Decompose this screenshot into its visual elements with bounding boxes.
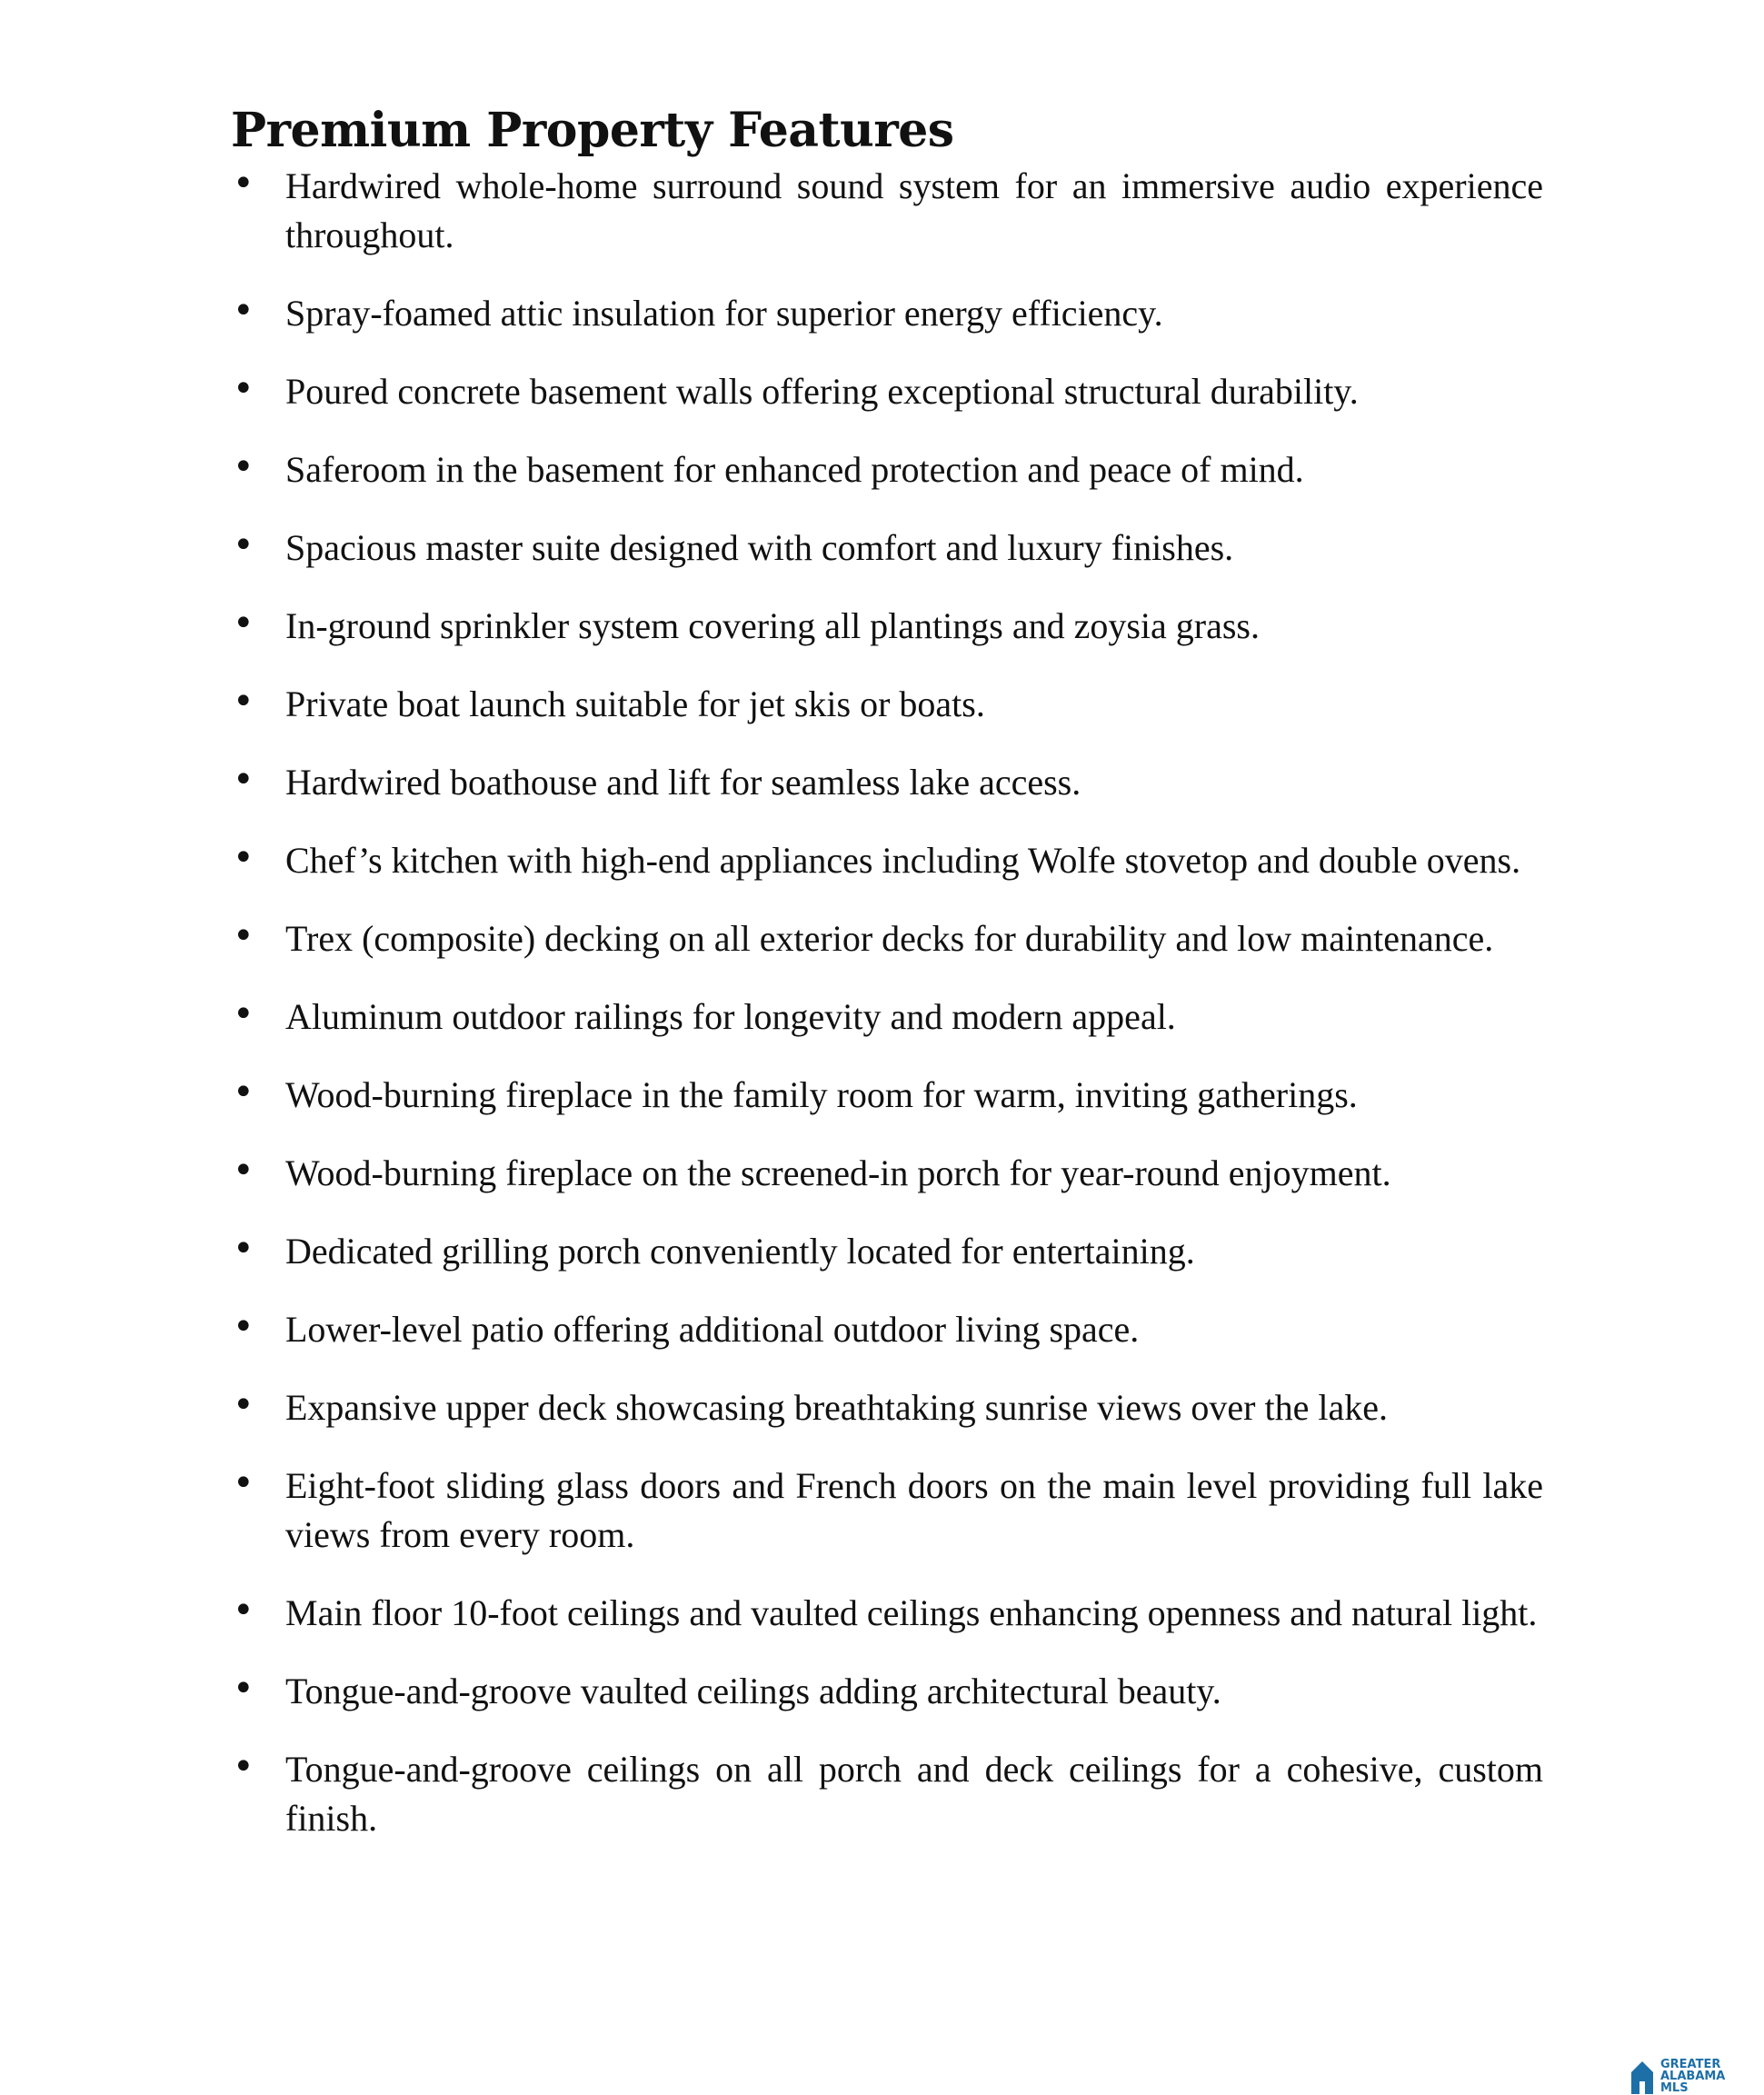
bullet-icon: • bbox=[233, 759, 254, 801]
logo-line-1: GREATER bbox=[1660, 2058, 1721, 2071]
feature-text: Tongue-and-groove vaulted ceilings adding architectural beauty. bbox=[285, 1671, 1221, 1711]
list-item bbox=[231, 1462, 1543, 1560]
list-item bbox=[231, 1305, 1543, 1354]
list-item bbox=[231, 1071, 1543, 1120]
bullet-icon: • bbox=[233, 290, 254, 332]
bullet-icon: • bbox=[233, 1590, 254, 1631]
bullet-icon: • bbox=[233, 993, 254, 1035]
bullet-icon: • bbox=[233, 1072, 254, 1113]
list-item bbox=[231, 1745, 1543, 1843]
feature-text: Saferoom in the basement for enhanced protection and peace of mind. bbox=[285, 449, 1304, 490]
list-item bbox=[231, 1667, 1543, 1716]
feature-text: Poured concrete basement walls offering exceptional structural durability. bbox=[285, 371, 1359, 412]
list-item bbox=[231, 1589, 1543, 1638]
feature-text: Eight-foot sliding glass doors and French doors on the main level providing full lake views from every room. bbox=[285, 1465, 1543, 1555]
bullet-icon: • bbox=[233, 603, 254, 644]
bullet-icon: • bbox=[233, 163, 254, 205]
list-item bbox=[231, 914, 1543, 963]
list-item bbox=[231, 1227, 1543, 1276]
feature-text: Hardwired whole-home surround sound system for an immersive audio experience throughout. bbox=[285, 165, 1543, 255]
feature-text: Main floor 10-foot ceilings and vaulted ceilings enhancing openness and natural light. bbox=[285, 1592, 1538, 1633]
page-title: Premium Property Features bbox=[231, 103, 954, 158]
logo-line-2: ALABAMA bbox=[1660, 2070, 1726, 2083]
bullet-icon: • bbox=[233, 837, 254, 879]
list-item bbox=[231, 289, 1543, 338]
bullet-icon: • bbox=[233, 368, 254, 410]
feature-text: In-ground sprinkler system covering all plantings and zoysia grass. bbox=[285, 605, 1260, 646]
list-item bbox=[231, 680, 1543, 729]
features-list bbox=[231, 162, 1543, 1872]
feature-text: Wood-burning fireplace in the family room for warm, inviting gatherings. bbox=[285, 1074, 1358, 1115]
feature-text: Aluminum outdoor railings for longevity and modern appeal. bbox=[285, 996, 1176, 1037]
feature-text: Hardwired boathouse and lift for seamless lake access. bbox=[285, 762, 1081, 803]
feature-text: Private boat launch suitable for jet skis or boats. bbox=[285, 683, 985, 724]
bullet-icon: • bbox=[233, 1668, 254, 1710]
list-item bbox=[231, 367, 1543, 416]
feature-text: Trex (composite) decking on all exterior decks for durability and low maintenance. bbox=[285, 918, 1494, 959]
list-item bbox=[231, 758, 1543, 807]
mls-logo bbox=[1629, 2050, 1757, 2094]
bullet-icon: • bbox=[233, 1746, 254, 1788]
bullet-icon: • bbox=[233, 1384, 254, 1426]
bullet-icon: • bbox=[233, 1228, 254, 1270]
list-item bbox=[231, 993, 1543, 1042]
bullet-icon: • bbox=[233, 1462, 254, 1504]
bullet-icon: • bbox=[233, 915, 254, 957]
bullet-icon: • bbox=[233, 1150, 254, 1192]
feature-text: Wood-burning fireplace on the screened-in porch for year-round enjoyment. bbox=[285, 1152, 1391, 1193]
feature-text: Tongue-and-groove ceilings on all porch and deck ceilings for a cohesive, custom finish. bbox=[285, 1749, 1543, 1839]
bullet-icon: • bbox=[233, 1306, 254, 1348]
list-item bbox=[231, 1149, 1543, 1198]
list-item bbox=[231, 836, 1543, 885]
feature-text: Lower-level patio offering additional outdoor living space. bbox=[285, 1309, 1140, 1350]
list-item bbox=[231, 524, 1543, 573]
bullet-icon: • bbox=[233, 446, 254, 488]
list-item bbox=[231, 602, 1543, 651]
logo-text bbox=[1660, 2059, 1725, 2094]
feature-text: Chef’s kitchen with high-end appliances including Wolfe stovetop and double ovens. bbox=[285, 840, 1521, 881]
list-item bbox=[231, 162, 1543, 260]
house-icon bbox=[1629, 2058, 1655, 2094]
feature-text: Expansive upper deck showcasing breathtaking sunrise views over the lake. bbox=[285, 1387, 1388, 1428]
list-item bbox=[231, 445, 1543, 494]
feature-text: Spray-foamed attic insulation for superior energy efficiency. bbox=[285, 293, 1163, 334]
bullet-icon: • bbox=[233, 681, 254, 723]
feature-text: Dedicated grilling porch conveniently located for entertaining. bbox=[285, 1231, 1195, 1272]
list-item bbox=[231, 1383, 1543, 1432]
logo-line-3: MLS bbox=[1660, 2081, 1689, 2095]
feature-text: Spacious master suite designed with comfort and luxury finishes. bbox=[285, 527, 1234, 568]
bullet-icon: • bbox=[233, 524, 254, 566]
